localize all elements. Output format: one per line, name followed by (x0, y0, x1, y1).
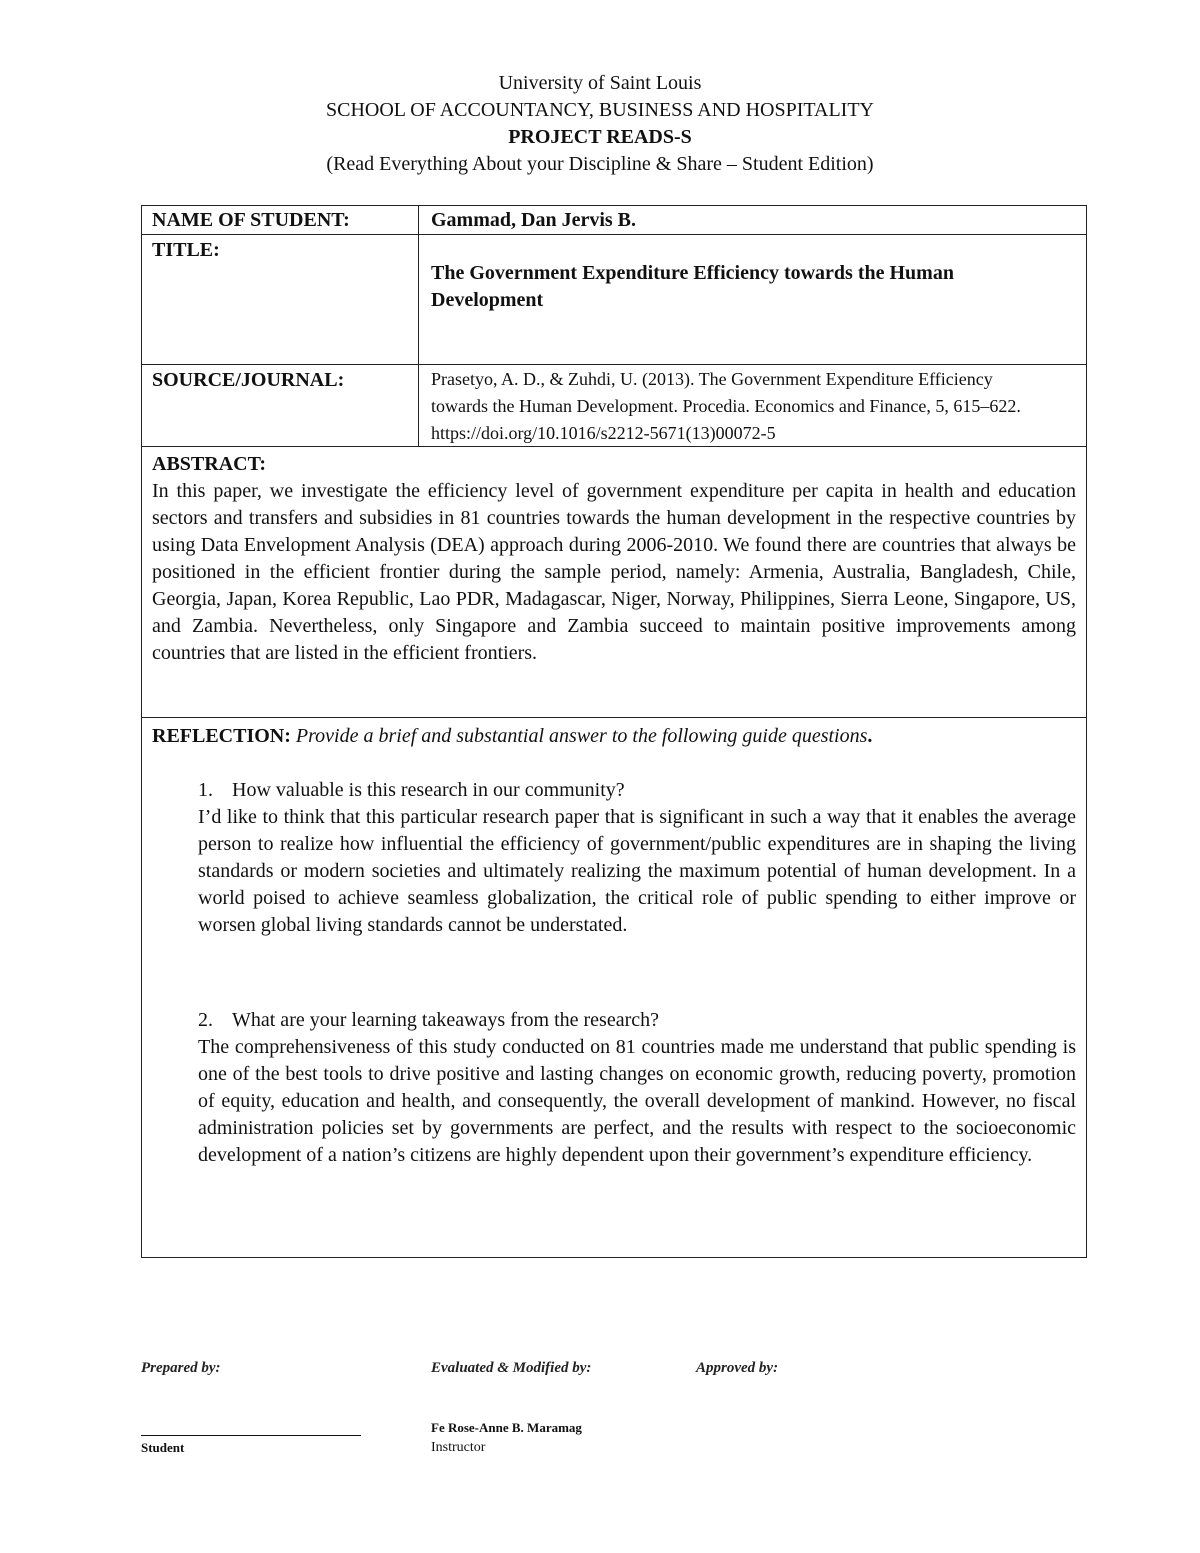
project-subtitle: (Read Everything About your Discipline & Share – Student Edition) (326, 153, 874, 175)
source-row (142, 365, 1086, 447)
evaluated-by-label: Evaluated & Modified by: (431, 1360, 592, 1376)
question-title (198, 1007, 1076, 1034)
reflection-section (142, 718, 1086, 1173)
name-label: NAME OF STUDENT: (142, 206, 419, 234)
answer-text: I’d like to think that this particular research paper that is significant in such a way that it enables the average person to realize how influential the efficiency of government/public expenditures are in shaping the living standards or modern societies and ultimately realizing the maximum potential of human development. In a world poised to achieve seamless globalization, the critical role of public spending to either improve or worsen global living standards cannot be understated. (198, 806, 1076, 936)
question-number: 1. (198, 779, 213, 801)
source-value: Prasetyo, A. D., & Zuhdi, U. (2013). The Government Expenditure Efficiency towards the Human Development. Procedia. Economics and Finance, 5, 615–622. https://doi.org/10.1016/s2212-5671(13)00072-5 (431, 369, 1021, 443)
title-label: TITLE: (142, 235, 419, 364)
question-block (198, 1007, 1076, 1169)
approved-by-label: Approved by: (696, 1360, 779, 1376)
question-text: How valuable is this research in our community? (232, 779, 625, 801)
question-title (198, 777, 1076, 804)
abstract-section (142, 447, 1086, 671)
answer-text: The comprehensiveness of this study conducted on 81 countries made me understand that public spending is one of the best tools to drive positive and lasting changes on economic growth, reducing poverty, promotion of equity, education and health, and consequently, the overall development of mankind. However, no fiscal administration policies set by governments are perfect, and the results with respect to the socioeconomic development of a nation’s citizens are highly dependent upon their government’s expenditure efficiency. (198, 1036, 1076, 1166)
question-block (198, 777, 1076, 939)
abstract-text: In this paper, we investigate the efficiency level of government expenditure per capita in health and education sectors and transfers and subsidies in 81 countries towards the human development in the respective countries by using Data Envelopment Analysis (DEA) approach during 2006-2010. We found there are countries that always be positioned in the efficient frontier during the sample period, namely: Armenia, Australia, Bangladesh, Chile, Georgia, Japan, Korea Republic, Lao PDR, Madagascar, Niger, Norway, Philippines, Sierra Leone, Singapore, US, and Zambia. Nevertheless, only Singapore and Zambia succeed to maintain positive improvements among countries that are listed in the efficient frontiers. (152, 480, 1076, 664)
reflection-label: REFLECTION: (152, 725, 291, 747)
reflection-period: . (867, 725, 873, 747)
reflection-row (142, 718, 1086, 1257)
student-signature-line (141, 1435, 361, 1436)
university-name: University of Saint Louis (498, 72, 702, 94)
question-text: What are your learning takeaways from the research? (232, 1009, 660, 1031)
reading-form-table (141, 205, 1087, 1258)
reflection-instruction: Provide a brief and substantial answer to the following guide questions (295, 725, 868, 747)
project-name: PROJECT READS-S (508, 126, 692, 148)
instructor-name: Fe Rose-Anne B. Maramag (431, 1420, 582, 1435)
abstract-row (142, 447, 1086, 718)
signature-footer (141, 1360, 1087, 1480)
title-value: The Government Expenditure Efficiency towards the Human Development (431, 262, 954, 311)
reflection-heading (152, 723, 1076, 750)
instructor-role: Instructor (431, 1440, 486, 1455)
school-name: SCHOOL OF ACCOUNTANCY, BUSINESS AND HOSPITALITY (326, 99, 874, 121)
title-row (142, 235, 1086, 365)
prepared-by-label: Prepared by: (141, 1360, 221, 1376)
question-number: 2. (198, 1009, 213, 1031)
document-header (0, 70, 1200, 178)
name-row (142, 206, 1086, 235)
abstract-label: ABSTRACT: (152, 453, 267, 475)
name-value: Gammad, Dan Jervis B. (431, 209, 636, 231)
student-label: Student (141, 1440, 185, 1455)
source-label: SOURCE/JOURNAL: (142, 365, 419, 446)
